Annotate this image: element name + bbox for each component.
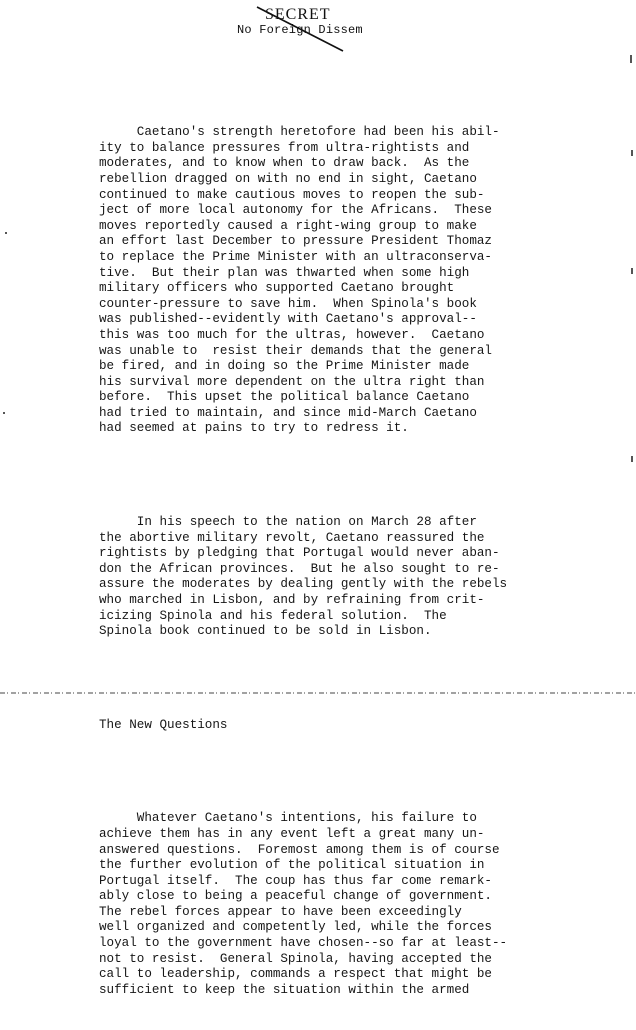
text-line: tive. But their plan was thwarted when some high	[99, 265, 470, 280]
paragraph-caetano-strength	[99, 125, 559, 437]
text-line: was unable to resist their demands that the general	[99, 343, 492, 358]
text-line: don the African provinces. But he also sought to re-	[99, 561, 500, 576]
text-line: Caetano's strength heretofore had been his abil-	[99, 125, 500, 140]
text-line: In his speech to the nation on March 28 after	[99, 515, 477, 530]
text-line: Spinola book continued to be sold in Lisbon.	[99, 624, 432, 639]
text-line: continued to make cautious moves to reopen the sub-	[99, 187, 485, 202]
text-line: call to leadership, commands a respect that might be	[99, 967, 492, 982]
classification-strikethrough	[255, 5, 350, 53]
paragraph-new-questions	[99, 811, 559, 998]
text-line: assure the moderates by dealing gently with the rebels	[99, 577, 508, 592]
margin-speck	[630, 55, 632, 63]
text-line: moderates, and to know when to draw back. As the	[99, 156, 470, 171]
margin-speck	[631, 150, 633, 156]
text-line: was published--evidently with Caetano's approval--	[99, 312, 477, 327]
text-line: who marched in Lisbon, and by refraining from crit-	[99, 593, 485, 607]
document-body	[99, 94, 559, 1030]
text-line: this was too much for the ultras, however. Caetano	[99, 327, 485, 342]
text-line: achieve them has in any event left a great many un-	[99, 826, 485, 841]
margin-speck	[631, 456, 633, 462]
text-line: ject of more local autonomy for the Africans. These	[99, 203, 492, 218]
text-line: counter-pressure to save him. When Spinola's book	[99, 296, 477, 311]
text-line: Whatever Caetano's intentions, his failure to	[99, 811, 477, 826]
text-line: ity to balance pressures from ultra-rightists and	[99, 140, 470, 155]
margin-speck	[5, 232, 7, 234]
text-line: loyal to the government have chosen--so far at least--	[99, 936, 508, 951]
text-line: military officers who supported Caetano brought	[99, 281, 455, 296]
paragraph-speech-march-28	[99, 515, 559, 640]
text-line: had tried to maintain, and since mid-March Caetano	[99, 405, 477, 420]
margin-speck	[631, 268, 633, 274]
text-line: the abortive military revolt, Caetano reassured the	[99, 530, 485, 545]
margin-speck	[3, 412, 5, 414]
text-line: icizing Spinola and his federal solution. The	[99, 608, 447, 623]
text-line: well organized and competently led, while the forces	[99, 920, 492, 935]
section-heading: The New Questions	[99, 717, 228, 732]
text-line: answered questions. Foremost among them is of course	[99, 842, 500, 857]
page-cut-line	[0, 690, 636, 696]
text-line: before. This upset the political balance Caetano	[99, 390, 470, 405]
text-line: moves reportedly caused a right-wing group to make	[99, 218, 477, 233]
text-line: rightists by pledging that Portugal would never aban-	[99, 546, 500, 561]
text-line: the further evolution of the political situation in	[99, 858, 485, 873]
text-line: rebellion dragged on with no end in sight, Caetano	[99, 171, 477, 186]
text-line: sufficient to keep the situation within the armed	[99, 982, 470, 997]
text-line: ably close to being a peaceful change of government.	[99, 889, 492, 904]
text-line: not to resist. General Spinola, having accepted the	[99, 951, 492, 966]
text-line: Portugal itself. The coup has thus far come remark-	[99, 873, 492, 888]
text-line: to replace the Prime Minister with an ultraconserva-	[99, 249, 492, 264]
classification-marking: SECRET	[265, 6, 331, 23]
text-line: had seemed at pains to try to redress it.	[99, 421, 409, 436]
text-line: The rebel forces appear to have been exceedingly	[99, 904, 462, 919]
text-line: be fired, and in doing so the Prime Minister made	[99, 359, 470, 374]
dissemination-marking: No Foreign Dissem	[237, 23, 363, 37]
text-line: an effort last December to pressure President Thomaz	[99, 234, 492, 249]
text-line: his survival more dependent on the ultra right than	[99, 374, 485, 389]
